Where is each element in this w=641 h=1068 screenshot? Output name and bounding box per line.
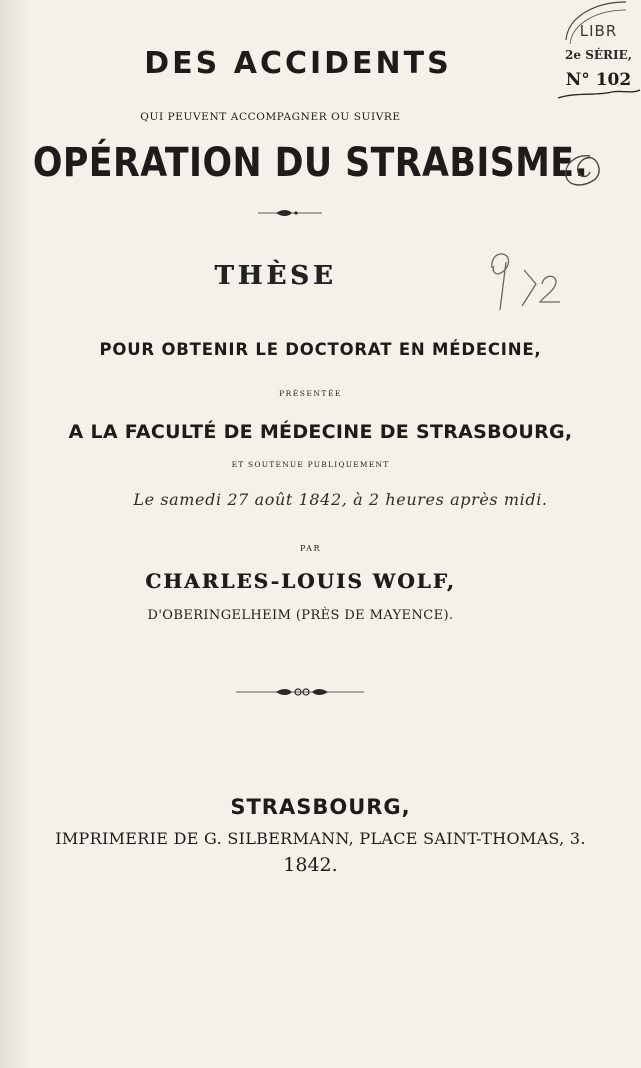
stamp-serie: 2e SÉRIE, [565, 48, 632, 62]
title-line-3: OPÉRATION DU STRABISME. [32, 140, 589, 186]
stamp-number: N° 102 [565, 70, 632, 90]
library-stamp [556, 0, 641, 110]
ornament-rule [258, 209, 322, 217]
title-flourish-circle [560, 150, 606, 192]
handwritten-date: Le samedi 27 août 1842, à 2 heures après midi. [133, 490, 548, 509]
soutenue-line: ET SOUTENUE PUBLIQUEMENT [231, 460, 390, 469]
handwritten-number [478, 244, 568, 314]
page-edge-shadow [0, 0, 30, 1068]
purpose-line: POUR OBTENIR LE DOCTORAT EN MÉDECINE, [99, 340, 542, 359]
bottom-ornament [236, 687, 364, 697]
publication-year: 1842. [283, 854, 338, 876]
presentee-line: PRÉSENTÉE [279, 389, 342, 398]
faculty-line: A LA FACULTÉ DE MÉDECINE DE STRASBOURG, [68, 421, 573, 443]
author-name: CHARLES-LOUIS WOLF, [145, 569, 456, 593]
title-line-2: QUI PEUVENT ACCOMPAGNER OU SUIVRE [140, 111, 401, 123]
title-line-1: DES ACCIDENTS [144, 46, 452, 81]
printer-line: IMPRIMERIE DE G. SILBERMANN, PLACE SAINT-THOMAS, 3. [55, 829, 586, 848]
printer-city: STRASBOURG, [230, 795, 411, 819]
par-line: PAR [300, 544, 321, 553]
author-origin: D'OBERINGELHEIM (PRÈS DE MAYENCE). [147, 608, 454, 623]
stamp-libr: LIBR [579, 22, 618, 40]
these-heading: THÈSE [214, 261, 337, 291]
